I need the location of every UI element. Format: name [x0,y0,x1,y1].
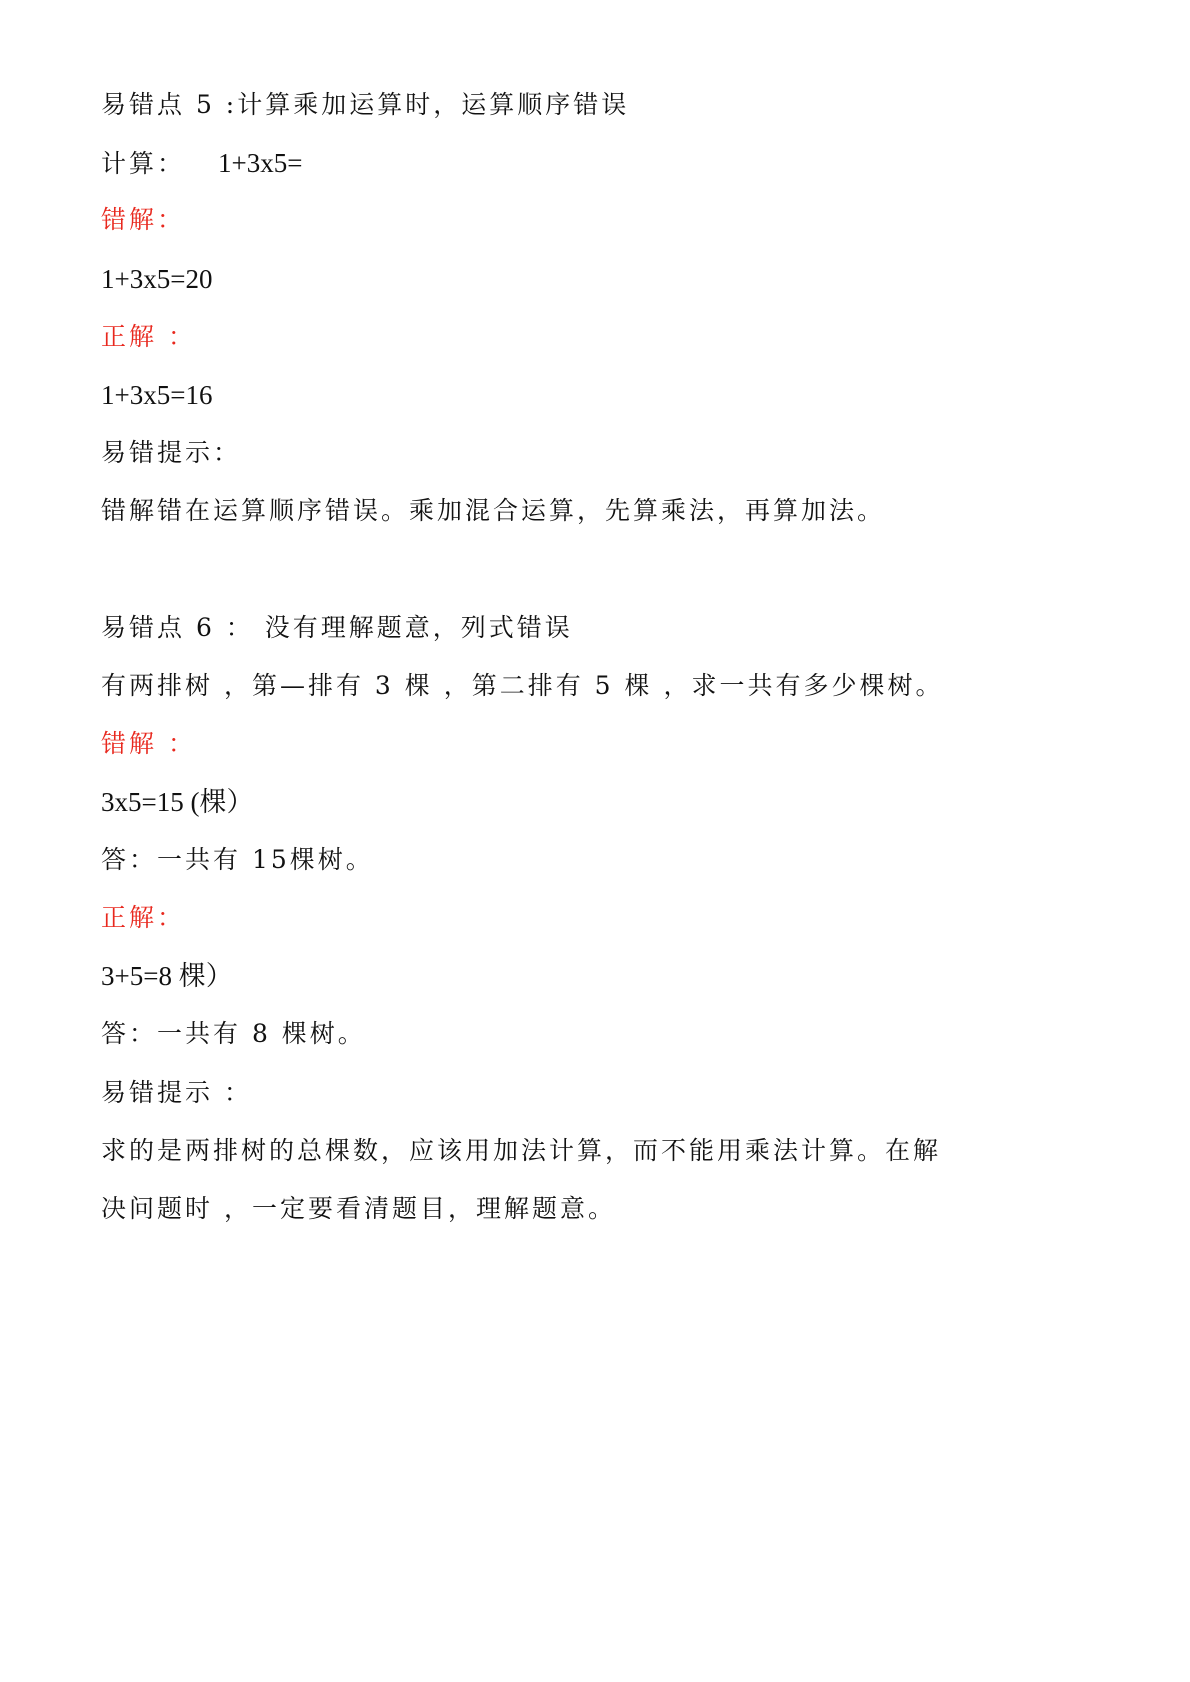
section6-tip-text-line1: 求的是两排树的总棵数，应该用加法计算，而不能用乘法计算。在解 [101,1136,942,1165]
section5-question [101,148,302,179]
section5-right-answer: 1+3x5=16 [101,380,213,410]
section6-title: 易错点 6 ： 没有理解题意，列式错误 [101,613,573,642]
section6-right-answer: 答：一共有 8 棵树。 [101,1019,366,1048]
section5-wrong-answer: 1+3x5=20 [101,264,213,294]
question-expression: 1+3x5= [217,148,303,178]
section6-wrong-expression: 3x5=15 (棵） [101,787,254,817]
section5-wrong-label: 错解： [101,205,186,234]
section6-right-expression: 3+5=8 棵） [101,961,233,991]
section6-tip-text-line2: 决问题时 ，一定要看清题目，理解题意。 [101,1194,616,1223]
section6-wrong-answer: 答：一共有 15棵树。 [101,845,374,874]
section6-problem: 有两排树 ，第—排有 3 棵 ，第二排有 5 棵 ，求一共有多少棵树。 [101,671,944,700]
question-label: 计算： [101,149,186,178]
section6-right-label: 正解： [101,903,186,932]
section6-tip-label: 易错提示 ： [101,1078,252,1107]
section5-tip-text: 错解错在运算顺序错误。乘加混合运算，先算乘法，再算加法。 [101,496,886,525]
section5-title: 易错点 5 :计算乘加运算时，运算顺序错误 [101,90,630,119]
section6-wrong-label: 错解 ： [101,729,196,758]
section5-right-label: 正解 ： [101,322,196,351]
section5-tip-label: 易错提示： [101,438,242,467]
